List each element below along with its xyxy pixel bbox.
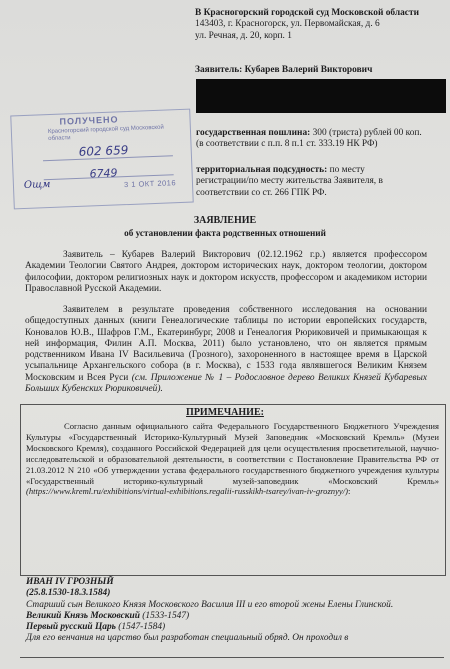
note-url-tail: : — [347, 486, 351, 497]
note-url: (https://www.kreml.ru/exhibitions/virtual-exhibitions.regalii-russkikh-tsarey/ivan-iv-groznyy/) — [26, 486, 348, 497]
addressee-block — [195, 8, 445, 76]
jurisdiction-value: регистрации/по месту жительства Заявителя, в — [196, 176, 383, 187]
tsar-title-label: Первый русский Царь — [26, 622, 116, 633]
tsar-info — [26, 577, 446, 645]
redaction-bar — [196, 79, 446, 113]
stamp-date: 3 1 ОКТ 2016 — [123, 178, 177, 190]
court-address-line: 143403, г. Красногорск, ул. Первомайская, д. 6 — [195, 19, 380, 30]
appendix-reference: (см. Приложение № 1 – Родословное дерево Великих Князей Кубаревых Больших Кубенских Рюриковичей). — [25, 372, 427, 395]
fee-block — [196, 128, 446, 151]
document-subtitle: об установлении факта родственных отношений — [124, 228, 326, 238]
jurisdiction-value: по месту — [327, 165, 365, 175]
tsar-dates: (25.8.1530-18.3.1584) — [26, 588, 111, 599]
paragraph-applicant: Заявитель – Кубарев Валерий Викторович (02.12.1962 г.р.) является профессором Академии Теологии Святого Андрея, доктором исторических наук, доктором теологии, доктором философии, доктором религиозных наук и доктором искусств, профессором и академиком истории Православной Русской Академии. — [25, 250, 427, 294]
note-text: Согласно данным официального сайта Федерального Государственного Бюджетного Учреждения Культуры «Государственный Историко-Культурный Музей Заповедник «Московский Кремль» (Музеи Московского Кремля), созданного Российской Федерацией для цели осуществления просветительной, научно-исследовательской и образовательной деятельности, в соответствии с Постановление Правительства РФ от 21.03.2012 N 210 «Об утверждении устава федерального государственного бюджетного учреждения культуры «Государственный историко-культурный музей-заповедник «Московский Кремль» — [26, 421, 439, 486]
paragraph-research — [25, 305, 427, 395]
tsar-tail: Для его венчания на царство был разработан специальный обряд. Он проходил в — [26, 633, 349, 644]
fee-value: 300 (триста) рублей 00 коп. — [310, 128, 422, 138]
paragraph-research-text: Заявителем в результате проведения собственного исследования на основании общедоступных данных (книги Генеалогические таблицы по истории европейских государств, Коновалов Ю.В., Шафров Г.М., Екатеринбург, 2008 и Генеалогия Рюриковичей и примыкающая к ней информация, Филин А.П. Москва, 2011) было установлено, что он является прямым родственником Ивана IV Васильевича (Грозного), захороненного в настоящее время в Царской усыпальнице Архангельского собора (в г. Москва), с 1533 года являвшегося Великим Князем Московским и Всея Руси — [25, 305, 427, 383]
jurisdiction-block — [196, 165, 446, 199]
tsar-title-label: Великий Князь Московский — [26, 610, 140, 621]
stamp-org: Красногорский городской суд Московской области — [47, 124, 164, 143]
note-box-border — [20, 657, 444, 658]
note-title: ПРИМЕЧАНИЕ: — [186, 407, 264, 418]
stamp-title: ПОЛУЧЕНО — [59, 114, 119, 127]
tsar-title-dates: (1547-1584) — [115, 622, 166, 633]
applicant-label: Заявитель: Кубарев Валерий Викторович — [195, 64, 373, 75]
court-name: В Красногорский городской суд Московской области — [195, 8, 419, 18]
fee-basis: (в соответствии с п.п. 8 п.1 ст. 333.19 НК РФ) — [196, 139, 378, 150]
fee-label: государственная пошлина: — [196, 128, 311, 138]
tsar-name: ИВАН IV ГРОЗНЫЙ — [26, 577, 114, 587]
stamp-number: 602 659 — [78, 142, 129, 159]
jurisdiction-label: территориальная подсудность: — [196, 165, 328, 175]
tsar-description: Старший сын Великого Князя Московского Василия III и его второй жены Елены Глинской. — [26, 599, 394, 610]
stamp-signature: Ощм — [23, 179, 51, 192]
court-address-line: ул. Речная, д. 20, корп. 1 — [195, 30, 292, 41]
document-title: ЗАЯВЛЕНИЕ — [193, 215, 257, 226]
jurisdiction-value: соответствии со ст. 266 ГПК РФ. — [196, 187, 327, 198]
received-stamp — [10, 109, 193, 210]
note-body — [26, 421, 439, 497]
tsar-title-dates: (1533-1547) — [139, 610, 190, 621]
stamp-number: 6749 — [89, 166, 118, 181]
